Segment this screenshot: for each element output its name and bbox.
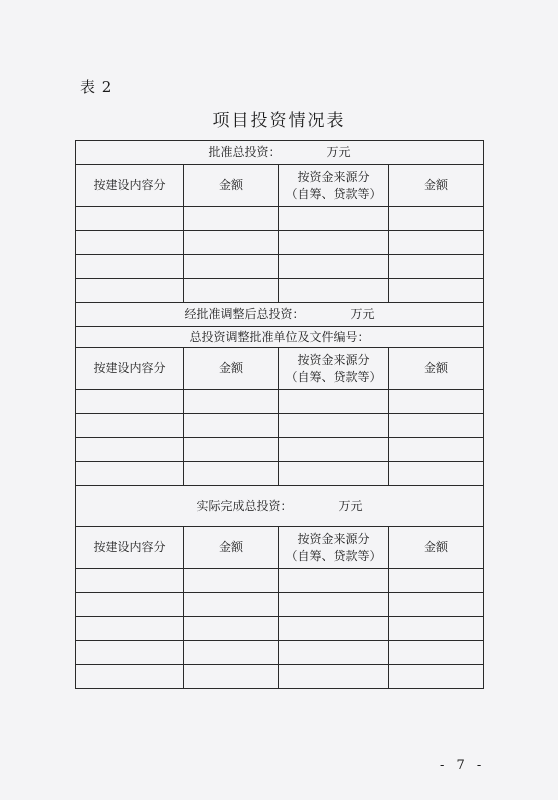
table-row <box>76 593 484 617</box>
blank-cell <box>279 414 389 438</box>
blank-cell <box>184 414 279 438</box>
header-content: 按建设内容分 <box>76 348 184 390</box>
adjusted-total-cell <box>76 303 484 327</box>
header-amount: 金额 <box>184 165 279 207</box>
column-header-row <box>76 165 484 207</box>
blank-cell <box>389 617 484 641</box>
table-row <box>76 207 484 231</box>
table-row <box>76 665 484 689</box>
blank-cell <box>184 279 279 303</box>
blank-cell <box>279 462 389 486</box>
header-content: 按建设内容分 <box>76 165 184 207</box>
blank-cell <box>389 665 484 689</box>
blank-cell <box>184 390 279 414</box>
blank-cell <box>76 207 184 231</box>
blank-cell <box>389 438 484 462</box>
blank-cell <box>279 593 389 617</box>
actual-total-cell <box>76 486 484 527</box>
blank-cell <box>389 641 484 665</box>
blank-cell <box>184 641 279 665</box>
blank-cell <box>76 593 184 617</box>
blank-cell <box>389 207 484 231</box>
table-row <box>76 255 484 279</box>
blank-cell <box>76 569 184 593</box>
blank-cell <box>279 569 389 593</box>
blank-cell <box>76 462 184 486</box>
blank-cell <box>389 569 484 593</box>
blank-cell <box>279 641 389 665</box>
table-row <box>76 390 484 414</box>
blank-cell <box>279 438 389 462</box>
approved-total-row <box>76 141 484 165</box>
blank-cell <box>184 255 279 279</box>
header-amount: 金额 <box>184 348 279 390</box>
header-source: 按资金来源分 （自筹、贷款等） <box>279 527 389 569</box>
blank-cell <box>389 390 484 414</box>
table-row <box>76 279 484 303</box>
blank-cell <box>76 231 184 255</box>
table-row <box>76 641 484 665</box>
header-source: 按资金来源分 （自筹、贷款等） <box>279 348 389 390</box>
table-row <box>76 462 484 486</box>
table-row <box>76 231 484 255</box>
table-row <box>76 414 484 438</box>
adjusted-total-unit: 万元 <box>350 307 375 322</box>
blank-cell <box>184 617 279 641</box>
blank-cell <box>76 279 184 303</box>
blank-cell <box>184 438 279 462</box>
blank-cell <box>76 641 184 665</box>
blank-cell <box>389 593 484 617</box>
blank-cell <box>279 255 389 279</box>
actual-total-label: 实际完成总投资： <box>196 498 293 513</box>
blank-cell <box>279 665 389 689</box>
blank-cell <box>76 438 184 462</box>
approved-total-unit: 万元 <box>326 145 351 160</box>
adjust-document-label: 总投资调整批准单位及文件编号： <box>76 327 484 348</box>
blank-cell <box>389 462 484 486</box>
investment-table <box>75 140 484 689</box>
blank-cell <box>76 665 184 689</box>
blank-cell <box>389 279 484 303</box>
adjust-document-row <box>76 327 484 348</box>
blank-cell <box>184 462 279 486</box>
blank-cell <box>76 617 184 641</box>
blank-cell <box>184 593 279 617</box>
header-amount: 金额 <box>184 527 279 569</box>
table-row <box>76 617 484 641</box>
table-row <box>76 438 484 462</box>
blank-cell <box>389 255 484 279</box>
blank-cell <box>279 231 389 255</box>
document-title: 项目投资情况表 <box>212 111 346 131</box>
blank-cell <box>279 390 389 414</box>
blank-cell <box>184 231 279 255</box>
header-amount-2: 金额 <box>389 165 484 207</box>
approved-total-cell <box>76 141 484 165</box>
column-header-row <box>76 348 484 390</box>
table-row <box>76 569 484 593</box>
header-amount-2: 金额 <box>389 348 484 390</box>
approved-total-label: 批准总投资： <box>208 145 281 160</box>
adjusted-total-label: 经批准调整后总投资： <box>184 307 305 322</box>
actual-total-row <box>76 486 484 527</box>
column-header-row <box>76 527 484 569</box>
blank-cell <box>389 231 484 255</box>
blank-cell <box>76 414 184 438</box>
blank-cell <box>76 255 184 279</box>
blank-cell <box>184 207 279 231</box>
header-content: 按建设内容分 <box>76 527 184 569</box>
blank-cell <box>279 617 389 641</box>
adjusted-total-row <box>76 303 484 327</box>
blank-cell <box>279 207 389 231</box>
header-amount-2: 金额 <box>389 527 484 569</box>
blank-cell <box>279 279 389 303</box>
blank-cell <box>389 414 484 438</box>
header-source: 按资金来源分 （自筹、贷款等） <box>279 165 389 207</box>
blank-cell <box>76 390 184 414</box>
blank-cell <box>184 665 279 689</box>
actual-total-unit: 万元 <box>338 498 363 513</box>
table-number-label: 表 2 <box>80 78 113 96</box>
page-number: - 7 - <box>440 758 486 773</box>
blank-cell <box>184 569 279 593</box>
